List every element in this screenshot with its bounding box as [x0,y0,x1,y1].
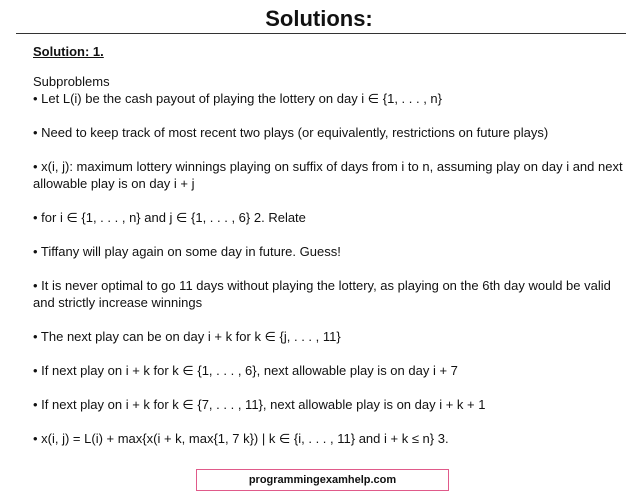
subproblems-label: Subproblems [33,74,110,89]
list-item: • If next play on i + k for k ∈ {1, . . . , 6}, next allowable play is on day i + 7 [33,363,458,378]
spacer [33,260,623,277]
solution-heading: Solution: 1. [33,44,104,59]
spacer [33,141,623,158]
spacer [33,379,623,396]
list-item: • It is never optimal to go 11 days without playing the lottery, as playing on the 6th day would be valid and strictly increase winnings [33,278,611,310]
spacer [33,107,623,124]
spacer [33,345,623,362]
list-item: • The next play can be on day i + k for k ∈ {j, . . . , 11} [33,329,341,344]
spacer [33,413,623,430]
list-item: • for i ∈ {1, . . . , n} and j ∈ {1, . . . , 6} 2. Relate [33,210,306,225]
list-item: • Let L(i) be the cash payout of playing the lottery on day i ∈ {1, . . . , n} [33,91,443,106]
footer-website-badge: programmingexamhelp.com [196,469,449,491]
page-title: Solutions: [265,6,373,31]
list-item: • If next play on i + k for k ∈ {7, . . . , 11}, next allowable play is on day i + k + 1 [33,397,486,412]
spacer [33,192,623,209]
list-item: • x(i, j): maximum lottery winnings playing on suffix of days from i to n, assuming play on day i and next allowable play is on day i + j [33,159,623,191]
spacer [33,311,623,328]
list-item: • Tiffany will play again on some day in future. Guess! [33,244,341,259]
spacer [33,226,623,243]
title-divider [16,33,626,34]
solution-body [33,43,623,447]
list-item: • Need to keep track of most recent two plays (or equivalently, restrictions on future plays) [33,125,549,140]
list-item: • x(i, j) = L(i) + max{x(i + k, max{1, 7 k}) | k ∈ {i, . . . , 11} and i + k ≤ n} 3. [33,431,449,446]
